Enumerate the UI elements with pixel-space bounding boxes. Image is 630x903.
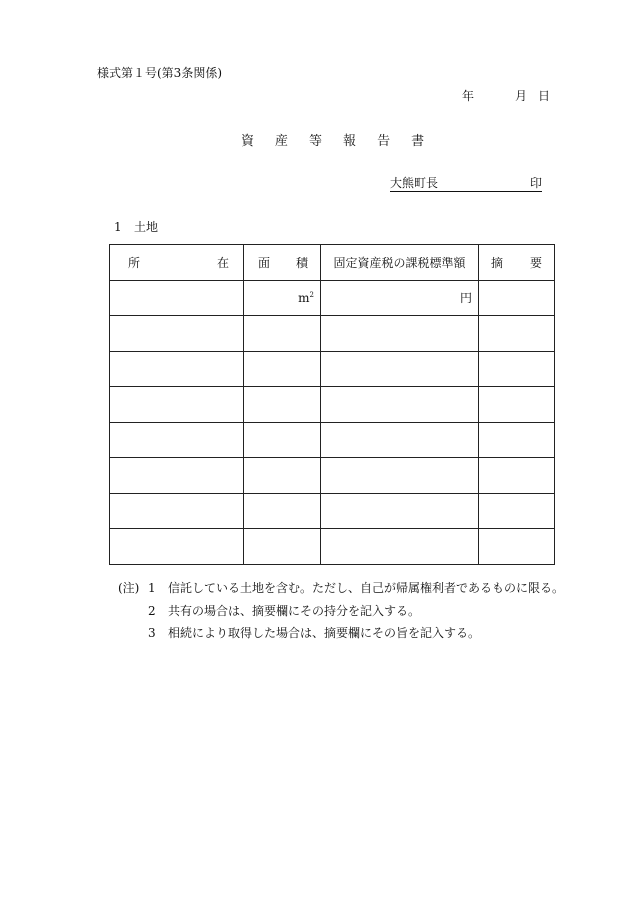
amount-cell[interactable] [321, 493, 479, 529]
amount-unit: 円 [459, 291, 472, 306]
table-row [110, 280, 555, 316]
section-number: 1 [114, 220, 122, 234]
table-row [110, 529, 555, 565]
title-char: 書 [411, 134, 425, 149]
location-cell[interactable] [110, 529, 244, 565]
date-day: 日 [538, 89, 551, 103]
date-line [462, 87, 550, 104]
remarks-cell[interactable] [479, 351, 555, 387]
area-cell[interactable] [244, 316, 321, 352]
amount-cell[interactable] [321, 280, 479, 316]
section-heading [114, 218, 158, 235]
header-location: 所 在 [110, 245, 244, 281]
area-cell[interactable] [244, 351, 321, 387]
amount-cell[interactable] [321, 316, 479, 352]
note-text: 相続により取得した場合は、摘要欄にその旨を記入する。 [168, 626, 481, 640]
table-row [110, 458, 555, 494]
remarks-cell[interactable] [479, 280, 555, 316]
remarks-cell[interactable] [479, 529, 555, 565]
note-text: 信託している土地を含む。ただし、自己が帰属権利者であるものに限る。 [168, 581, 565, 595]
date-month: 月 [515, 89, 528, 103]
title-char: 資 [241, 134, 255, 149]
location-cell[interactable] [110, 387, 244, 423]
location-cell[interactable] [110, 280, 244, 316]
date-year: 年 [462, 89, 475, 103]
area-unit: m [298, 290, 310, 305]
note-number: 1 [148, 581, 156, 595]
table-row [110, 422, 555, 458]
addressee-line [390, 176, 542, 192]
page-title [241, 130, 424, 149]
form-number: 様式第１号(第3条関係) [97, 66, 222, 80]
remarks-cell[interactable] [479, 316, 555, 352]
remarks-cell[interactable] [479, 493, 555, 529]
remarks-cell[interactable] [479, 422, 555, 458]
area-cell[interactable] [244, 529, 321, 565]
seal-mark: 印 [529, 176, 542, 190]
header-area: 面 積 [244, 245, 321, 281]
amount-cell[interactable] [321, 387, 479, 423]
table-header-row [110, 245, 555, 281]
area-cell[interactable] [244, 422, 321, 458]
table-row [110, 351, 555, 387]
note-item [118, 577, 564, 600]
notes [118, 577, 564, 645]
amount-cell[interactable] [321, 529, 479, 565]
note-item [118, 600, 564, 623]
area-cell[interactable] [244, 493, 321, 529]
note-number: 3 [148, 626, 156, 640]
location-cell[interactable] [110, 493, 244, 529]
header-assessed-value: 固定資産税の課税標準額 [321, 245, 479, 281]
area-cell[interactable] [244, 280, 321, 316]
land-table [109, 244, 555, 565]
amount-cell[interactable] [321, 351, 479, 387]
location-cell[interactable] [110, 316, 244, 352]
title-char: 報 [343, 134, 357, 149]
table-row [110, 493, 555, 529]
addressee: 大熊町長 [390, 176, 439, 190]
location-cell[interactable] [110, 351, 244, 387]
remarks-cell[interactable] [479, 458, 555, 494]
amount-cell[interactable] [321, 422, 479, 458]
table-row [110, 316, 555, 352]
remarks-cell[interactable] [479, 387, 555, 423]
note-text: 共有の場合は、摘要欄にその持分を記入する。 [168, 603, 421, 618]
title-char: 等 [309, 134, 323, 149]
title-char: 産 [275, 134, 289, 149]
note-number: 2 [148, 603, 156, 618]
header-remarks: 摘 要 [479, 245, 555, 281]
area-cell[interactable] [244, 458, 321, 494]
section-label: 土地 [134, 220, 159, 234]
note-item [118, 622, 564, 645]
notes-prefix: (注) [118, 581, 140, 595]
area-cell[interactable] [244, 387, 321, 423]
title-char: 告 [377, 134, 391, 149]
table-row [110, 387, 555, 423]
location-cell[interactable] [110, 422, 244, 458]
amount-cell[interactable] [321, 458, 479, 494]
area-unit-sup: 2 [309, 290, 314, 299]
location-cell[interactable] [110, 458, 244, 494]
